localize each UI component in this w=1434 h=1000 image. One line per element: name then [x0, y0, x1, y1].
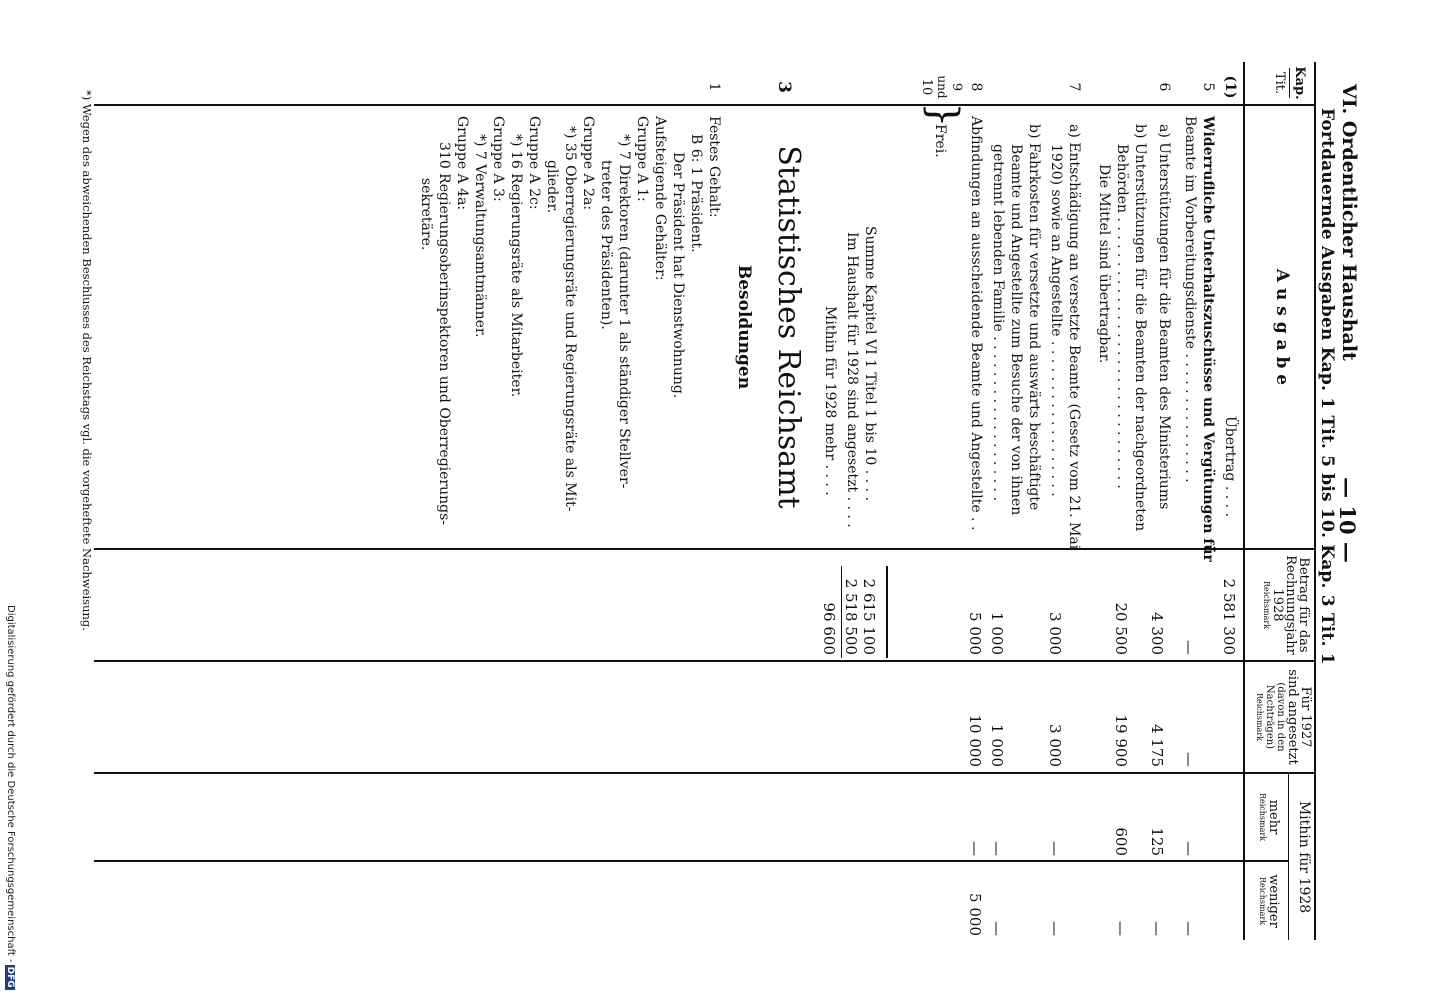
row-5-mehr: — — [1180, 841, 1198, 856]
dfg-attribution — [5, 605, 16, 990]
tit-9: 9 — [949, 82, 964, 92]
tit-10: 10 — [919, 78, 934, 96]
kap-3-line-15: Gruppe A 4a: — [454, 116, 470, 211]
tit-6: 6 — [1156, 82, 1172, 92]
dfg-logo-icon: DFG — [5, 966, 15, 988]
row-6b-betrag: 20 500 — [1112, 602, 1130, 655]
kap-3-line-8: Gruppe A 2a: — [580, 116, 596, 211]
row-6a-line1: a) Unterstützungen für die Beamten des Ministeriums — [1156, 124, 1172, 510]
tit-7: 7 — [1066, 82, 1082, 92]
haushalt-label: Im Haushalt für 1928 sind angesetzt . . . . — [844, 232, 860, 528]
col-header-ausgabe: A u s g a b e — [1272, 268, 1292, 386]
page-number: — 10 — — [1335, 477, 1360, 563]
row-5-line1: Widerrufliche Unterhaltszuschüsse und Vergütungen für — [1200, 116, 1216, 562]
kap-3-line-17: sekretäre. — [418, 178, 434, 251]
kap-3-line-11: Gruppe A 2c: — [526, 116, 542, 210]
kap-3-line-4: Aufsteigende Gehälter: — [652, 116, 668, 281]
dfg-attribution-text: Digitalisierung gefördert durch die Deutsche Forschungsgemeinschaft - — [5, 605, 16, 963]
kap-3-line-16: 310 Regierungsoberinspektoren und Oberregierungs- — [436, 142, 452, 526]
row-7a-betrag: 3 000 — [1046, 612, 1064, 655]
row-6a-mehr: 125 — [1148, 827, 1166, 856]
col-header-1927 — [1254, 662, 1312, 772]
row-5-line2: Beamte im Vorbereitungsdienste . . . . . . . . . . . . . . . — [1182, 116, 1198, 483]
table-header-bottom-rule — [1243, 62, 1245, 940]
row-7a-line2: 1920) sowie an Angestellte . . . . . . . . . . . . . . . . . . — [1048, 144, 1064, 497]
haushalt-betrag: 2 518 500 — [842, 578, 860, 655]
row-8-mehr: — — [966, 841, 984, 856]
footnote: *) Wegen des abweichenden Beschlusses des Reichstags vgl. die vorgeheftete Nachweisung. — [80, 90, 94, 631]
row-6b-mehr: 600 — [1112, 827, 1130, 856]
row-5-weniger: — — [1180, 921, 1198, 936]
mithin-label: Mithin für 1928 mehr . . . . — [822, 306, 838, 496]
mithin-header-rule — [1288, 773, 1289, 940]
col-header-mehr-label: mehr — [1266, 799, 1281, 835]
row-6b-weniger: — — [1112, 921, 1130, 936]
section-title: VI. Ordentlicher Haushalt — [1338, 84, 1360, 361]
row-6a-weniger: — — [1148, 921, 1166, 936]
col-header-weniger-label: weniger — [1266, 874, 1281, 928]
row-5-betrag: — — [1180, 640, 1198, 655]
col-divider-ausgabe — [94, 548, 1316, 550]
col-divider-kap — [94, 104, 1316, 106]
row-6b-line3: Die Mittel sind übertragbar. — [1096, 164, 1112, 364]
tit-8: 8 — [968, 82, 984, 92]
col-header-betrag-line3: 1928 — [1270, 588, 1285, 622]
kap-1-marker: (1) — [1222, 75, 1238, 99]
mithin-betrag: 96 600 — [820, 602, 838, 655]
brace-icon: } — [920, 102, 966, 128]
col-header-1927-line1: Für 1927 — [1298, 686, 1313, 748]
kap-3-line-10: glieder. — [544, 160, 560, 214]
uebertrag-betrag: 2 581 300 — [1220, 578, 1238, 655]
row-7b-mehr: — — [988, 841, 1006, 856]
kap-3-line-13: Gruppe A 3: — [490, 116, 506, 202]
row-6b-line2: Behörden . . . . . . . . . . . . . . . . . . . . . . . . . . . . . . . — [1114, 144, 1130, 489]
kap-3-line-7: treter des Präsidenten). — [598, 160, 614, 330]
kap-3-line-1: Festes Gehalt: — [706, 116, 722, 218]
row-8-betrag: 5 000 — [966, 612, 984, 655]
row-6a-1927: 4 175 — [1148, 724, 1166, 767]
col-header-kap: Kap. — [1292, 66, 1307, 100]
col-header-kap-tit — [1273, 62, 1306, 104]
row-7a-mehr: — — [1046, 841, 1064, 856]
row-7b-line1: b) Fahrkosten für versetzte und auswärts beschäftigte — [1026, 124, 1042, 511]
row-7a-weniger: — — [1046, 921, 1064, 936]
row-7b-weniger: — — [988, 921, 1006, 936]
row-8-weniger: 5 000 — [966, 893, 984, 936]
uebertrag-label: Übertrag . . . . — [1222, 416, 1238, 517]
col-header-betrag-unit: Reichsmark — [1262, 580, 1271, 630]
kap-3-number: 3 — [774, 81, 794, 93]
kap-3-line-2: B 6: 1 Präsident. — [688, 134, 704, 253]
col-header-mithin: Mithin für 1928 — [1296, 800, 1312, 914]
col-header-weniger — [1257, 862, 1280, 940]
kap-3-line-6: *) 7 Direktoren (darunter 1 als ständiger Stellver- — [616, 134, 632, 489]
col-header-1927-unit: Reichsmark — [1255, 692, 1264, 742]
row-6a-betrag: 4 300 — [1148, 612, 1166, 655]
row-8-1927: 10 000 — [966, 714, 984, 767]
summe-label: Summe Kapitel VI 1 Titel 1 bis 10 . . . . — [862, 226, 878, 501]
table-top-rule — [1314, 62, 1316, 940]
col-divider-1927 — [94, 772, 1316, 774]
row-6b-line1: b) Unterstützungen für die Beamten der nachgeordneten — [1132, 124, 1148, 532]
col-header-betrag-1928 — [1261, 550, 1310, 660]
tit-5: 5 — [1200, 82, 1216, 92]
col-header-betrag-line1: Betrag für das — [1296, 557, 1311, 653]
kap-3-line-5: Gruppe A 1: — [634, 116, 650, 202]
col-header-1927-line4: Nachträgen) — [1264, 684, 1275, 750]
kap-3-subtitle: Besoldungen — [734, 264, 754, 390]
col-header-weniger-unit: Reichsmark — [1258, 876, 1267, 926]
kap-3-line-3: Der Präsident hat Dienstwohnung. — [670, 152, 686, 399]
frei-label: Frei. — [932, 124, 948, 158]
col-divider-mehr — [94, 860, 1289, 862]
col-header-mehr — [1257, 774, 1280, 860]
row-7b-line3: getrennt lebenden Familie . . . . . . . . . . . . . . . . . . . — [990, 144, 1006, 501]
sum-rule — [886, 566, 888, 658]
kap-3-line-12: *) 16 Regierungsräte als Mitarbeiter. — [508, 134, 524, 398]
kap-3-line-9: *) 35 Oberregierungsräte und Regierungsräte als Mit- — [562, 126, 578, 512]
row-7b-betrag: 1 000 — [988, 612, 1006, 655]
row-6b-1927: 19 900 — [1112, 714, 1130, 767]
col-divider-betrag — [94, 660, 1316, 662]
summe-betrag: 2 615 100 — [860, 578, 878, 655]
row-7a-line1: a) Entschädigung an versetzte Beamte (Gesetz vom 21. Mai — [1066, 124, 1082, 550]
page-subtitle: Fortdauernde Ausgaben Kap. 1 Tit. 5 bis 10. Kap. 3 Tit. 1 — [1317, 108, 1337, 665]
kap-3-line-14: *) 7 Verwaltungsamtmänner. — [472, 134, 488, 338]
row-7b-line2: Beamte und Angestellte zum Besuche der von ihnen — [1008, 144, 1024, 516]
col-header-tit: Tit. — [1273, 68, 1290, 98]
row-5-1927: — — [1180, 752, 1198, 767]
col-header-1927-line2: sind angesetzt — [1285, 669, 1300, 765]
row-8-line1: Abfindungen an ausscheidende Beamte und Angestellte . . — [968, 116, 984, 531]
row-7b-1927: 1 000 — [988, 724, 1006, 767]
tit-und: und — [935, 75, 949, 99]
row-7a-1927: 3 000 — [1046, 724, 1064, 767]
kap-3-tit-1: 1 — [706, 82, 722, 92]
col-header-mehr-unit: Reichsmark — [1258, 792, 1267, 842]
col-header-1927-line3: (davon in den — [1275, 682, 1286, 752]
col-header-betrag-line2: Rechnungsjahr — [1283, 555, 1298, 655]
kap-3-title: Statistisches Reichsamt — [771, 145, 806, 509]
